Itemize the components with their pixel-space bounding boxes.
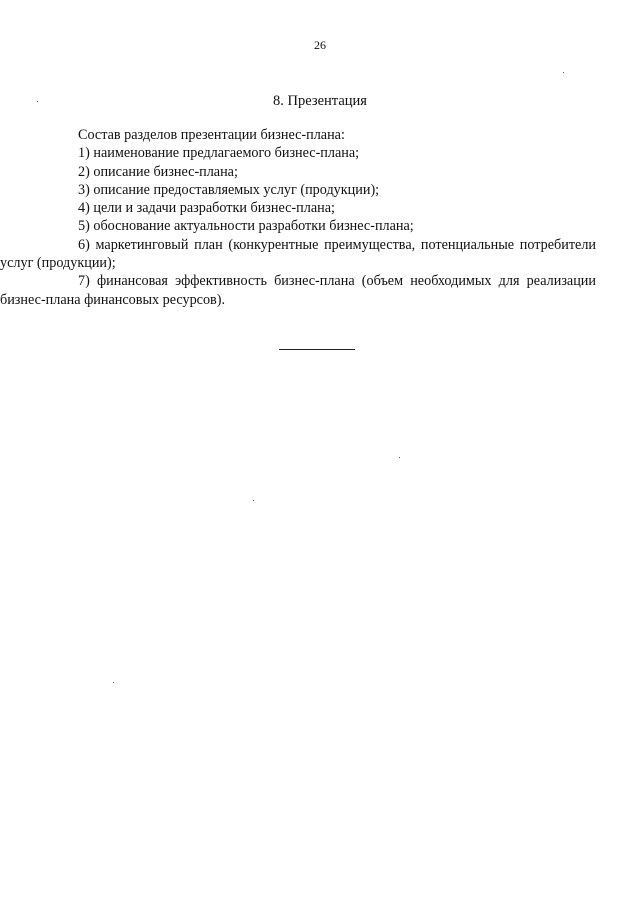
document-body: [0, 126, 596, 309]
scan-speck: [563, 72, 564, 73]
scan-speck: [113, 682, 114, 683]
section-title: 8. Презентация: [273, 93, 367, 109]
scan-speck: [37, 101, 38, 102]
list-item: 3) описание предоставляемых услуг (продукции);: [78, 181, 380, 198]
list-item: 4) цели и задачи разработки бизнес-плана;: [78, 200, 335, 217]
scan-speck: [399, 457, 400, 458]
list-item: 6) маркетинговый план (конкурентные преимущества, потенциальные потребители услуг (продукции);: [0, 236, 596, 272]
page-number: 26: [314, 38, 326, 52]
list-item: 5) обоснование актуальности разработки бизнес-плана;: [78, 218, 414, 235]
list-item: 2) описание бизнес-плана;: [78, 163, 238, 180]
closing-divider: [279, 349, 355, 350]
list-item: 7) финансовая эффективность бизнес-плана (объем необходимых для реализации бизнес-плана финансовых ресурсов).: [0, 273, 596, 308]
scan-speck: [253, 500, 254, 501]
list-item: 1) наименование предлагаемого бизнес-плана;: [78, 145, 360, 162]
intro-paragraph: Состав разделов презентации бизнес-плана:: [78, 127, 345, 143]
